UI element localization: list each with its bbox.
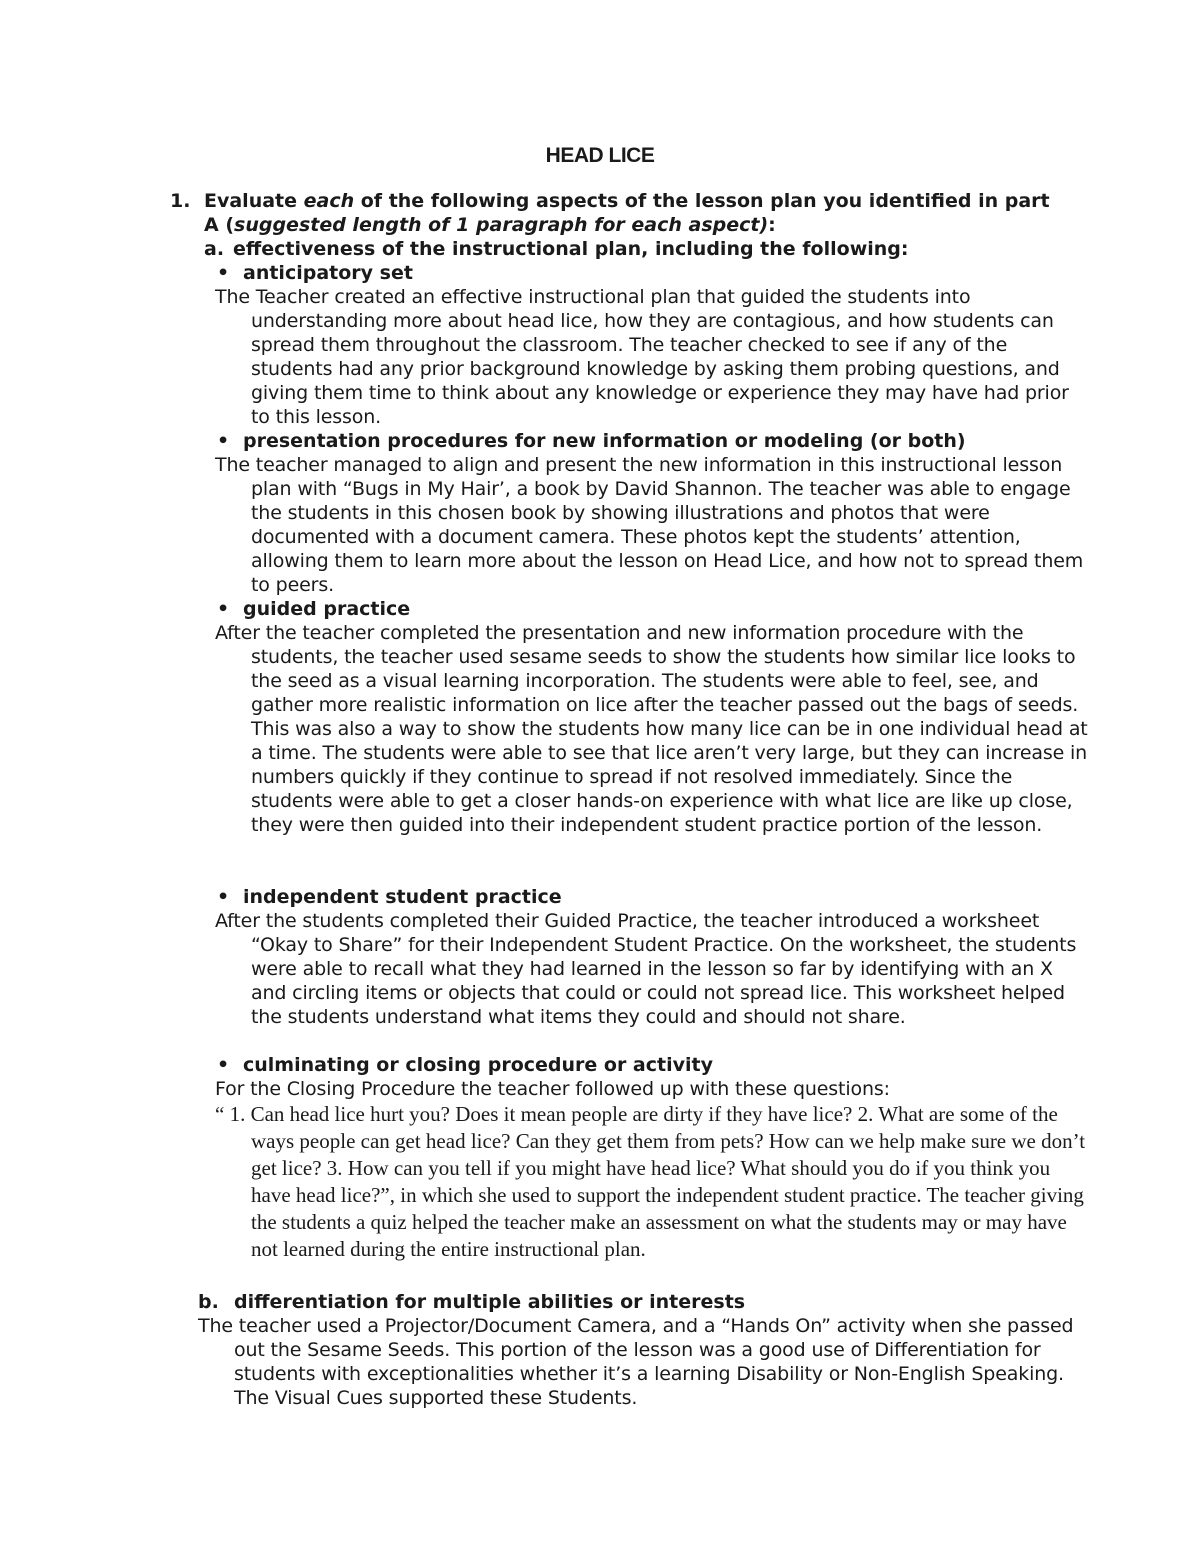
bullet-closing bbox=[217, 1053, 1067, 1077]
guided-practice-paragraph: After the teacher completed the presentation and new information procedure with the students, the teacher used sesame seeds to show the students how similar lice looks to the seed as a visual learning incorporation. The students were able to feel, see, and gather more realistic information on lice after the teacher passed out the bags of seeds. This was also a way to show the students how many lice can be in one individual head at a time. The students were able to see that lice aren’t very large, but they can increase in numbers quickly if they continue to spread if not resolved immediately. Since the students were able to get a closer hands-on experience with what lice are like up close, they were then guided into their independent student practice portion of the lesson. bbox=[215, 622, 1088, 836]
differentiation-paragraph: The teacher used a Projector/Document Camera, and a “Hands On” activity when she passed out the Sesame Seeds. This portion of the lesson was a good use of Differentiation for students with exceptionalities whether it’s a learning Disability or Non-English Speaking. The Visual Cues supported these Students. bbox=[198, 1315, 1074, 1409]
closing-quote-paragraph: “ 1. Can head lice hurt you? Does it mean people are dirty if they have lice? 2. What are some of the ways people can get head lice? Can they get them from pets? How can we help make sure we don’t get lice? 3. How can you tell if you might have head lice? What should you do if you think you have head lice?”, in which she used to support the independent student practice. The teacher giving the students a quiz helped the teacher make an assessment on what the students may or may have not learned during the entire instructional plan. bbox=[215, 1102, 1086, 1261]
presentation-paragraph: The teacher managed to align and present the new information in this instructional lesson plan with “Bugs in My Hair’, a book by David Shannon. The teacher was able to engage the students in this chosen book by showing illustrations and photos that were documented with a document camera. These photos kept the students’ attention, allowing them to learn more about the lesson on Head Lice, and how not to spread them to peers. bbox=[215, 454, 1084, 596]
bullet-heading: anticipatory set bbox=[243, 262, 413, 284]
part-b-label: b. bbox=[198, 1291, 219, 1313]
part-a-heading bbox=[204, 237, 1064, 261]
question-length-note: suggested length of 1 paragraph for each aspect) bbox=[234, 214, 769, 236]
bullet-guided-practice bbox=[217, 597, 1067, 621]
part-a-label: a. bbox=[204, 238, 225, 260]
bullet-dot-icon: • bbox=[217, 1054, 230, 1076]
bullet-presentation bbox=[217, 429, 1067, 453]
question-emphasis: each bbox=[303, 190, 355, 212]
bullet-anticipatory-set bbox=[217, 261, 1067, 285]
question-text-part: of the following aspects of the lesson plan you identified in part A ( bbox=[204, 190, 1050, 236]
closing-intro: For the Closing Procedure the teacher followed up with these questions: bbox=[215, 1078, 890, 1100]
independent-practice-paragraph: After the students completed their Guided Practice, the teacher introduced a worksheet “Okay to Share” for their Independent Student Practice. On the worksheet, the students were able to recall what they had learned in the lesson so far by identifying with an X and circling items or objects that could or could not spread lice. This worksheet helped the students understand what items they could and should not share. bbox=[215, 910, 1077, 1028]
bullet-independent-practice bbox=[217, 885, 1067, 909]
question-number: 1. bbox=[170, 190, 191, 212]
bullet-dot-icon: • bbox=[217, 598, 230, 620]
question-text-part: : bbox=[768, 214, 776, 236]
bullet-heading: culminating or closing procedure or activity bbox=[243, 1054, 713, 1076]
question-text-part: Evaluate bbox=[204, 190, 304, 212]
bullet-heading: presentation procedures for new information or modeling (or both) bbox=[243, 430, 966, 452]
part-b-heading-text: differentiation for multiple abilities or interests bbox=[234, 1291, 746, 1313]
bullet-dot-icon: • bbox=[217, 430, 230, 452]
bullet-dot-icon: • bbox=[217, 262, 230, 284]
question-1 bbox=[170, 189, 1070, 237]
anticipatory-set-paragraph: The Teacher created an effective instructional plan that guided the students into understanding more about head lice, how they are contagious, and how students can spread them throughout the classroom. The teacher checked to see if any of the students had any prior background knowledge by asking them probing questions, and giving them time to think about any knowledge or experience they may have had prior to this lesson. bbox=[215, 286, 1069, 428]
question-text bbox=[204, 189, 1070, 237]
bullet-dot-icon: • bbox=[217, 886, 230, 908]
part-a-heading-text: effectiveness of the instructional plan, including the following: bbox=[233, 238, 909, 260]
bullet-heading: guided practice bbox=[243, 598, 411, 620]
part-b-heading bbox=[198, 1290, 1058, 1314]
page-title: HEAD LICE bbox=[545, 144, 655, 167]
bullet-heading: independent student practice bbox=[243, 886, 562, 908]
